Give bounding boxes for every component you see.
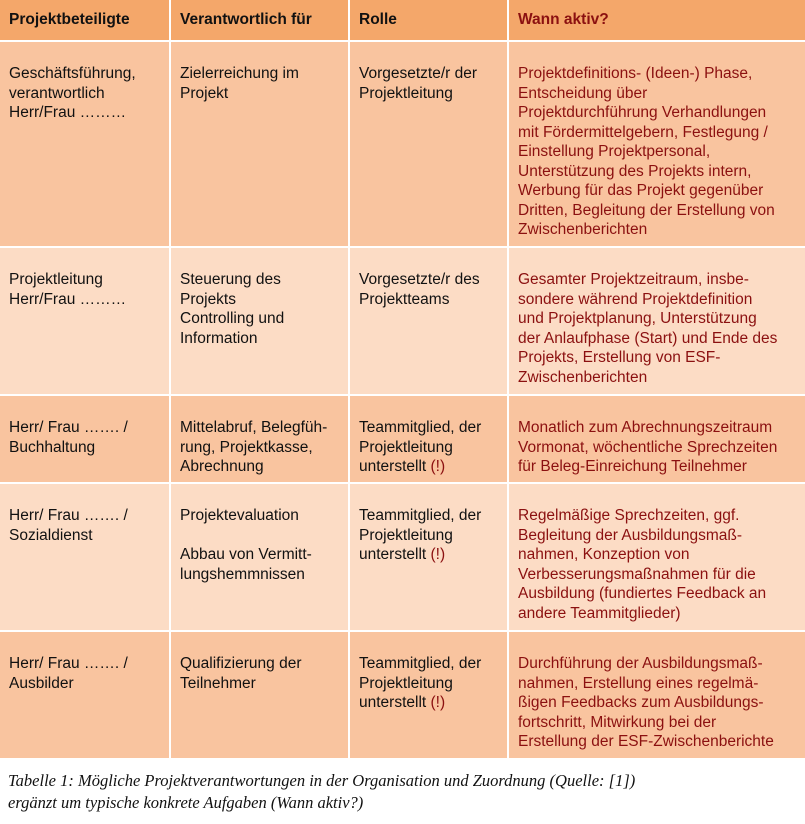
cell-line: Herr/Frau ……… bbox=[9, 290, 127, 308]
cell-line: Abrechnung bbox=[180, 458, 264, 475]
cell-rolle bbox=[349, 247, 508, 395]
cell-line: Regelmäßige Sprechzeiten, ggf. bbox=[518, 507, 740, 524]
cell-line: verantwortlich bbox=[9, 84, 105, 102]
cell-line: Vorgesetzte/r der bbox=[359, 65, 478, 82]
cell-line: Abbau von Vermitt- bbox=[180, 546, 312, 563]
cell-rolle bbox=[349, 41, 508, 247]
table-row bbox=[0, 483, 805, 631]
cell-line: Ausbildung (fundiertes Feedback an bbox=[518, 585, 767, 602]
header-rolle: Rolle bbox=[349, 0, 508, 41]
cell-line: Steuerung des bbox=[180, 271, 281, 288]
table-row bbox=[0, 395, 805, 483]
cell-line: unterstellt bbox=[359, 458, 431, 475]
cell-line: Projekts, Erstellung von ESF- bbox=[518, 349, 721, 366]
cell-line: für Beleg-Einreichung Teilnehmer bbox=[518, 458, 747, 475]
cell-line: Werbung für das Projekt gegenüber bbox=[518, 182, 764, 199]
cell-line: Durchführung der Ausbildungsmaß- bbox=[518, 655, 763, 672]
cell-line: Herr/ Frau ……. / bbox=[9, 507, 128, 524]
cell-line: nahmen, Erstellung eines regelmä- bbox=[518, 674, 759, 692]
cell-line: Teammitglied, der bbox=[359, 655, 482, 672]
caption-line-2: ergänzt um typische konkrete Aufgaben (Wann aktiv?) bbox=[8, 793, 364, 812]
cell-projektbeteiligte bbox=[0, 631, 170, 759]
cell-line: Projektleitung bbox=[359, 674, 453, 692]
exclamation-mark: (!) bbox=[430, 458, 446, 475]
cell-verantwortlich bbox=[170, 631, 349, 759]
cell-line: Teammitglied, der bbox=[359, 507, 482, 524]
table-row bbox=[0, 631, 805, 759]
cell-line: Vorgesetzte/r des bbox=[359, 271, 480, 288]
exclamation-mark: (!) bbox=[430, 694, 446, 711]
cell-verantwortlich bbox=[170, 41, 349, 247]
cell-projektbeteiligte bbox=[0, 41, 170, 247]
cell-line: Teammitglied, der bbox=[359, 419, 482, 436]
cell-line: lungshemmnissen bbox=[180, 565, 305, 583]
cell-line: Projektdefinitions- (Ideen-) Phase, bbox=[518, 65, 753, 82]
cell-line: Controlling und bbox=[180, 310, 285, 327]
table-header bbox=[0, 0, 805, 41]
cell-line: und Projektplanung, Unterstützung bbox=[518, 310, 757, 327]
cell-line: Projektdurchführung Verhandlungen bbox=[518, 104, 767, 121]
cell-rolle bbox=[349, 395, 508, 483]
cell-line: Verbesserungsmaßnahmen für die bbox=[518, 565, 756, 583]
cell-line: Entscheidung über bbox=[518, 84, 648, 102]
cell-line: Information bbox=[180, 329, 258, 347]
cell-line: Projekt bbox=[180, 84, 229, 102]
cell-line: Erstellung der ESF-Zwischenberichte bbox=[518, 733, 774, 750]
cell-verantwortlich bbox=[170, 395, 349, 483]
cell-line: Zielerreichung im bbox=[180, 65, 299, 82]
cell-line: Gesamter Projektzeitraum, insbe- bbox=[518, 271, 749, 288]
cell-line: Herr/Frau ……… bbox=[9, 104, 127, 121]
cell-line: andere Teammitglieder) bbox=[518, 604, 681, 622]
cell-line: Projektleitung bbox=[9, 271, 103, 288]
cell-line: der Anlaufphase (Start) und Ende des bbox=[518, 329, 778, 347]
cell-line: unterstellt bbox=[359, 546, 431, 563]
cell-line: Projektevaluation bbox=[180, 507, 299, 524]
cell-line: Begleitung der Ausbildungsmaß- bbox=[518, 526, 743, 544]
cell-line: Ausbilder bbox=[9, 674, 74, 692]
cell-wann-aktiv bbox=[508, 631, 805, 759]
cell-line: Projekts bbox=[180, 290, 236, 308]
cell-line: Projektleitung bbox=[359, 526, 453, 544]
cell-line: Herr/ Frau ……. / bbox=[9, 655, 128, 672]
cell-line: fortschritt, Mitwirkung bei der bbox=[518, 713, 717, 731]
cell-line bbox=[359, 693, 501, 713]
cell-line: Geschäftsführung, bbox=[9, 65, 136, 82]
cell-line: Herr/ Frau ……. / bbox=[9, 419, 128, 436]
cell-line: Teilnehmer bbox=[180, 674, 256, 692]
cell-line: Projektleitung bbox=[359, 438, 453, 456]
cell-rolle bbox=[349, 631, 508, 759]
cell-line bbox=[359, 457, 501, 477]
cell-verantwortlich bbox=[170, 483, 349, 631]
cell-wann-aktiv bbox=[508, 395, 805, 483]
cell-line: Vormonat, wöchentliche Sprechzeiten bbox=[518, 438, 778, 456]
cell-wann-aktiv bbox=[508, 483, 805, 631]
cell-line: unterstellt bbox=[359, 694, 431, 711]
cell-line bbox=[359, 545, 501, 565]
cell-rolle bbox=[349, 483, 508, 631]
cell-projektbeteiligte bbox=[0, 483, 170, 631]
cell-line: Einstellung Projektpersonal, bbox=[518, 143, 711, 160]
cell-line: rung, Projektkasse, bbox=[180, 438, 313, 456]
cell-line: ßigen Feedbacks zum Ausbildungs- bbox=[518, 694, 764, 711]
table-body bbox=[0, 41, 805, 759]
cell-wann-aktiv bbox=[508, 41, 805, 247]
cell-line: nahmen, Konzeption von bbox=[518, 546, 690, 563]
cell-line: Zwischenberichten bbox=[518, 368, 648, 386]
cell-line: Qualifizierung der bbox=[180, 655, 302, 672]
cell-wann-aktiv bbox=[508, 247, 805, 395]
caption-line-1: Tabelle 1: Mögliche Projektverantwortungen in der Organisation und Zuordnung (Quelle: [1]) bbox=[8, 771, 636, 790]
table-row bbox=[0, 41, 805, 247]
table-row bbox=[0, 247, 805, 395]
cell-line bbox=[180, 526, 342, 546]
cell-verantwortlich bbox=[170, 247, 349, 395]
cell-line: Mittelabruf, Belegfüh- bbox=[180, 419, 328, 436]
exclamation-mark: (!) bbox=[430, 546, 446, 563]
cell-line: sondere während Projektdefinition bbox=[518, 290, 753, 308]
cell-projektbeteiligte bbox=[0, 395, 170, 483]
table-caption bbox=[8, 770, 798, 814]
header-projektbeteiligte: Projektbeteiligte bbox=[0, 0, 170, 41]
header-wann-aktiv: Wann aktiv? bbox=[508, 0, 805, 41]
header-row bbox=[0, 0, 805, 41]
cell-line: Buchhaltung bbox=[9, 438, 96, 456]
cell-line: Unterstützung des Projekts intern, bbox=[518, 162, 752, 180]
header-verantwortlich: Verantwortlich für bbox=[170, 0, 349, 41]
cell-projektbeteiligte bbox=[0, 247, 170, 395]
cell-line: Projektleitung bbox=[359, 84, 453, 102]
cell-line: Projektteams bbox=[359, 290, 450, 308]
cell-line: mit Fördermittelgebern, Festlegung / bbox=[518, 123, 768, 141]
cell-line: Sozialdienst bbox=[9, 526, 93, 544]
cell-line: Monatlich zum Abrechnungszeitraum bbox=[518, 419, 773, 436]
cell-line: Dritten, Begleitung der Erstellung von bbox=[518, 201, 775, 219]
cell-line: Zwischenberichten bbox=[518, 221, 648, 238]
